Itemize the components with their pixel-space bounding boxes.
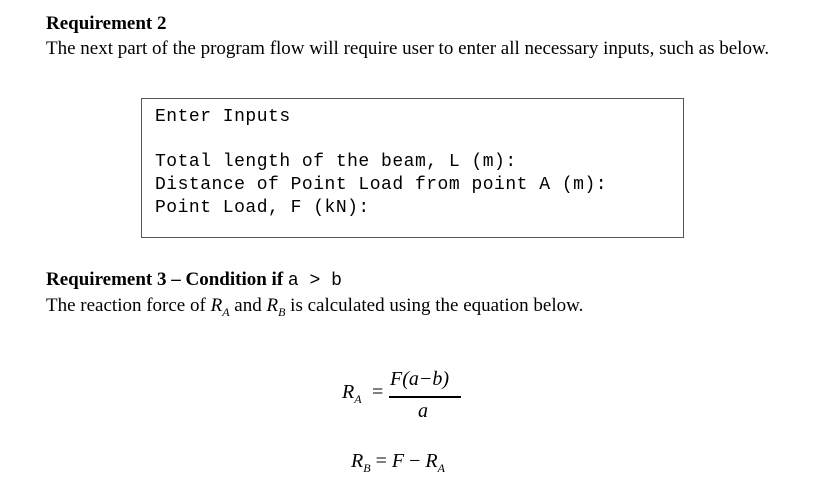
requirement-2-paragraph: The next part of the program flow will require user to enter all necessary inputs, such as below. xyxy=(46,38,770,59)
equation-rb-equals: = xyxy=(375,450,387,472)
requirement-2-heading: Requirement 2 xyxy=(46,13,167,34)
equation-ra-denominator: a xyxy=(418,400,428,422)
equation-ra-fraction-bar xyxy=(389,396,461,398)
equation-rb-lhs: $R_B$ xyxy=(351,450,371,475)
paragraph-and: and xyxy=(234,295,262,316)
equation-ra-equals: = xyxy=(372,381,384,403)
input-box xyxy=(141,98,684,238)
input-line-point-load: Point Load, F (kN): xyxy=(155,198,370,218)
paragraph-start: The reaction force of xyxy=(46,295,206,316)
equation-rb xyxy=(351,450,445,476)
requirement-3-heading xyxy=(46,269,342,291)
equation-rb-minus: − xyxy=(409,450,421,472)
symbol-ra: $R_A$ xyxy=(210,295,230,319)
requirement-3-heading-text: Requirement 3 – Condition if xyxy=(46,269,284,290)
requirement-3-paragraph xyxy=(46,295,583,320)
input-box-title: Enter Inputs xyxy=(155,107,291,127)
symbol-rb: $R_B$ xyxy=(266,295,286,319)
equation-ra-numerator: F(a−b) xyxy=(390,368,450,390)
input-line-load-distance: Distance of Point Load from point A (m): xyxy=(155,175,608,195)
equation-rb-ra: $R_A$ xyxy=(425,450,445,475)
equation-rb-f: F xyxy=(391,450,405,472)
equation-ra-lhs: $R_A$ xyxy=(342,381,362,406)
requirement-3-condition: a > b xyxy=(287,271,342,291)
paragraph-end: is calculated using the equation below. xyxy=(290,295,584,316)
input-line-beam-length: Total length of the beam, L (m): xyxy=(155,152,517,172)
